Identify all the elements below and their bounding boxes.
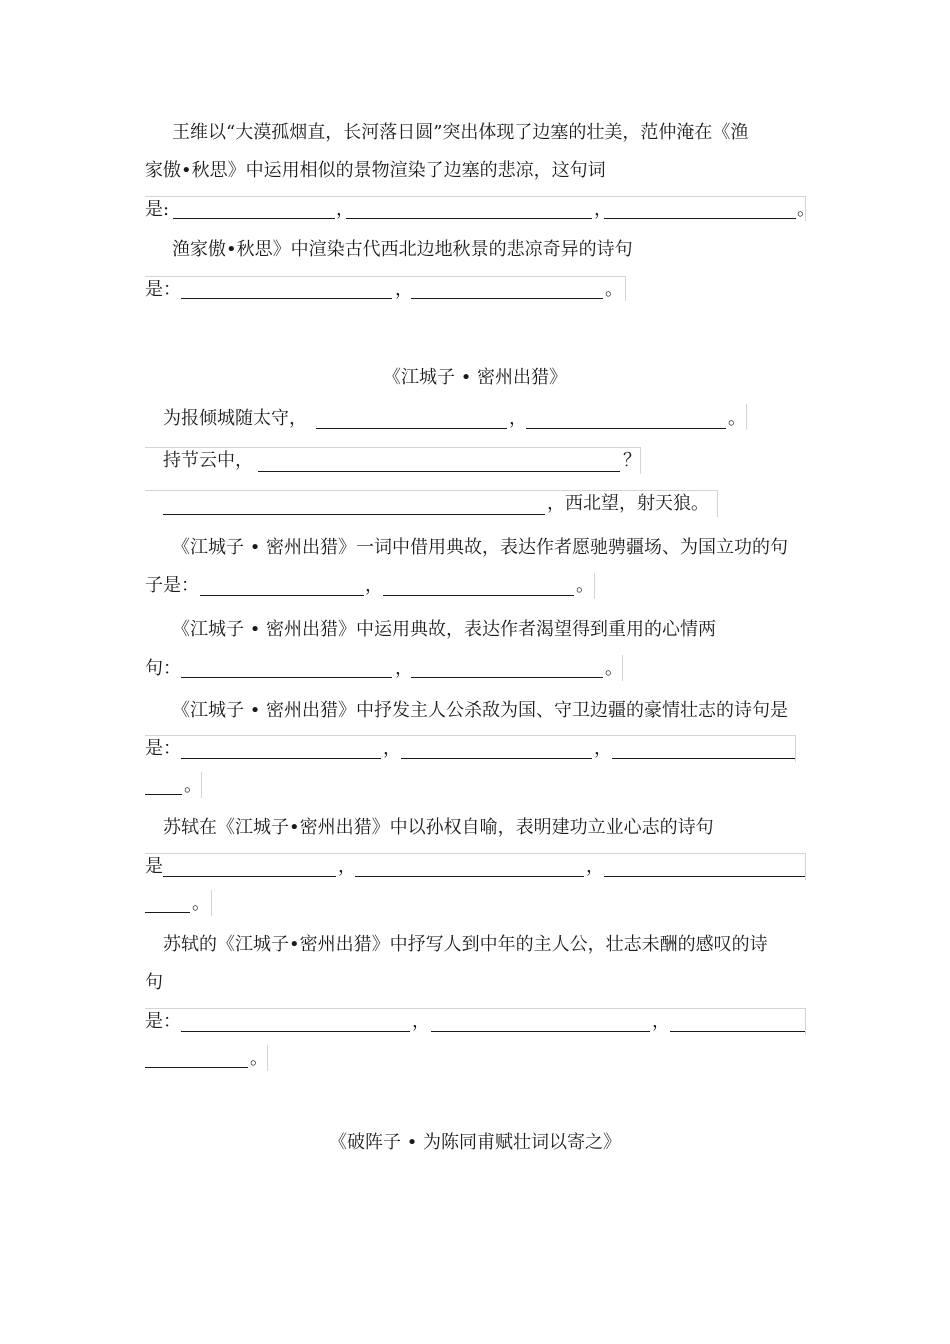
q1-sep2: ， [594,199,612,220]
q1-blank-2[interactable] [346,218,592,219]
q4-end: 。 [605,658,623,679]
q7-end: 。 [250,1048,268,1069]
q5-prefix: 是： [145,738,181,759]
section-title-jiangchengzi: 《江城子 • 密州出猎》 [382,367,568,388]
q4-blank-1[interactable] [181,677,392,678]
q5-end: 。 [184,775,202,796]
q3-end: 。 [576,575,594,596]
q7-blank-2[interactable] [431,1031,650,1032]
q7-blank-1[interactable] [181,1031,410,1032]
poem-line3-text: ，西北望，射天狼。 [547,493,709,514]
q1-blank-1[interactable] [173,218,335,219]
q3-sep1: ， [365,575,383,596]
q2-blank-2[interactable] [411,298,603,299]
q6-line1: 苏轼在《江城子•密州出猎》中以孙权自喻，表明建功立业心志的诗句 [163,817,714,838]
q2-line1: 渔家傲•秋思》中渲染古代西北边地秋景的悲凉奇异的诗句 [172,239,633,260]
q5-blank-1[interactable] [181,758,381,759]
q4-prefix: 句： [145,658,181,679]
q5-sep1: ， [383,738,401,759]
q2-sep1: ， [395,279,413,300]
q2-blank-1[interactable] [181,298,392,299]
q6-end: 。 [192,893,210,914]
q1-end: 。 [797,199,815,220]
poem-line1-sep: ， [509,408,527,429]
section-title-pozhenzi: 《破阵子 • 为陈同甫赋壮词以寄之》 [328,1132,622,1153]
q4-line1: 《江城子 • 密州出猎》中运用典故，表达作者渴望得到重用的心情两 [172,619,717,640]
q3-edge [594,573,595,599]
poem-line1-text: 为报倾城随太守， [163,408,307,429]
poem-line2-blank[interactable] [258,471,620,472]
q5-blank-3-cont[interactable] [145,794,182,795]
q6-blank-2[interactable] [355,876,584,877]
q1-blank-3[interactable] [604,218,796,219]
q7-line2: 句 [145,972,163,993]
poem-line2-text: 持节云中， [163,450,253,471]
q7-blank-3[interactable] [670,1031,805,1032]
q2-prefix: 是： [145,279,181,300]
poem-line1-blank-1[interactable] [316,428,507,429]
poem-line1-blank-2[interactable] [526,428,726,429]
q6-blank-3[interactable] [604,876,805,877]
poem-line1-edge [746,404,747,430]
q6-sep2: ， [586,856,604,877]
poem-line3-blank[interactable] [163,514,545,515]
q7-line1: 苏轼的《江城子•密州出猎》中抒写人到中年的主人公，壮志未酬的感叹的诗 [163,934,768,955]
q7-sep1: ， [412,1011,430,1032]
q5-blank-2[interactable] [401,758,592,759]
q1-line1: 王维以“大漠孤烟直，长河落日圆”突出体现了边塞的壮美，范仲淹在《渔 [172,122,749,143]
q4-sep1: ， [395,658,413,679]
q4-blank-2[interactable] [411,677,603,678]
q2-end: 。 [605,279,623,300]
q6-tail-edge [211,890,212,916]
q3-blank-2[interactable] [383,595,574,596]
q7-blank-3-cont[interactable] [145,1067,248,1068]
q7-prefix: 是： [145,1011,181,1032]
q6-blank-3-cont[interactable] [145,912,190,913]
q3-line1: 《江城子 • 密州出猎》一词中借用典故，表达作者愿驰骋疆场、为国立功的句 [172,537,789,558]
q3-prefix: 子是： [145,575,199,596]
q6-prefix: 是 [145,856,163,877]
q7-sep2: ， [652,1011,670,1032]
q6-sep1: ， [338,856,356,877]
poem-line1-end: 。 [728,408,746,429]
q5-sep2: ， [594,738,612,759]
q5-blank-3[interactable] [612,758,795,759]
q6-blank-1[interactable] [163,876,336,877]
q1-line2: 家傲•秋思》中运用相似的景物渲染了边塞的悲凉，这句词 [145,160,606,181]
q5-line1: 《江城子 • 密州出猎》中抒发主人公杀敌为国、守卫边疆的豪情壮志的诗句是 [172,700,789,721]
q1-prefix: 是: [145,199,170,220]
q3-blank-1[interactable] [200,595,364,596]
poem-line2-end: ？ [623,450,641,471]
q1-sep1: ， [336,199,354,220]
